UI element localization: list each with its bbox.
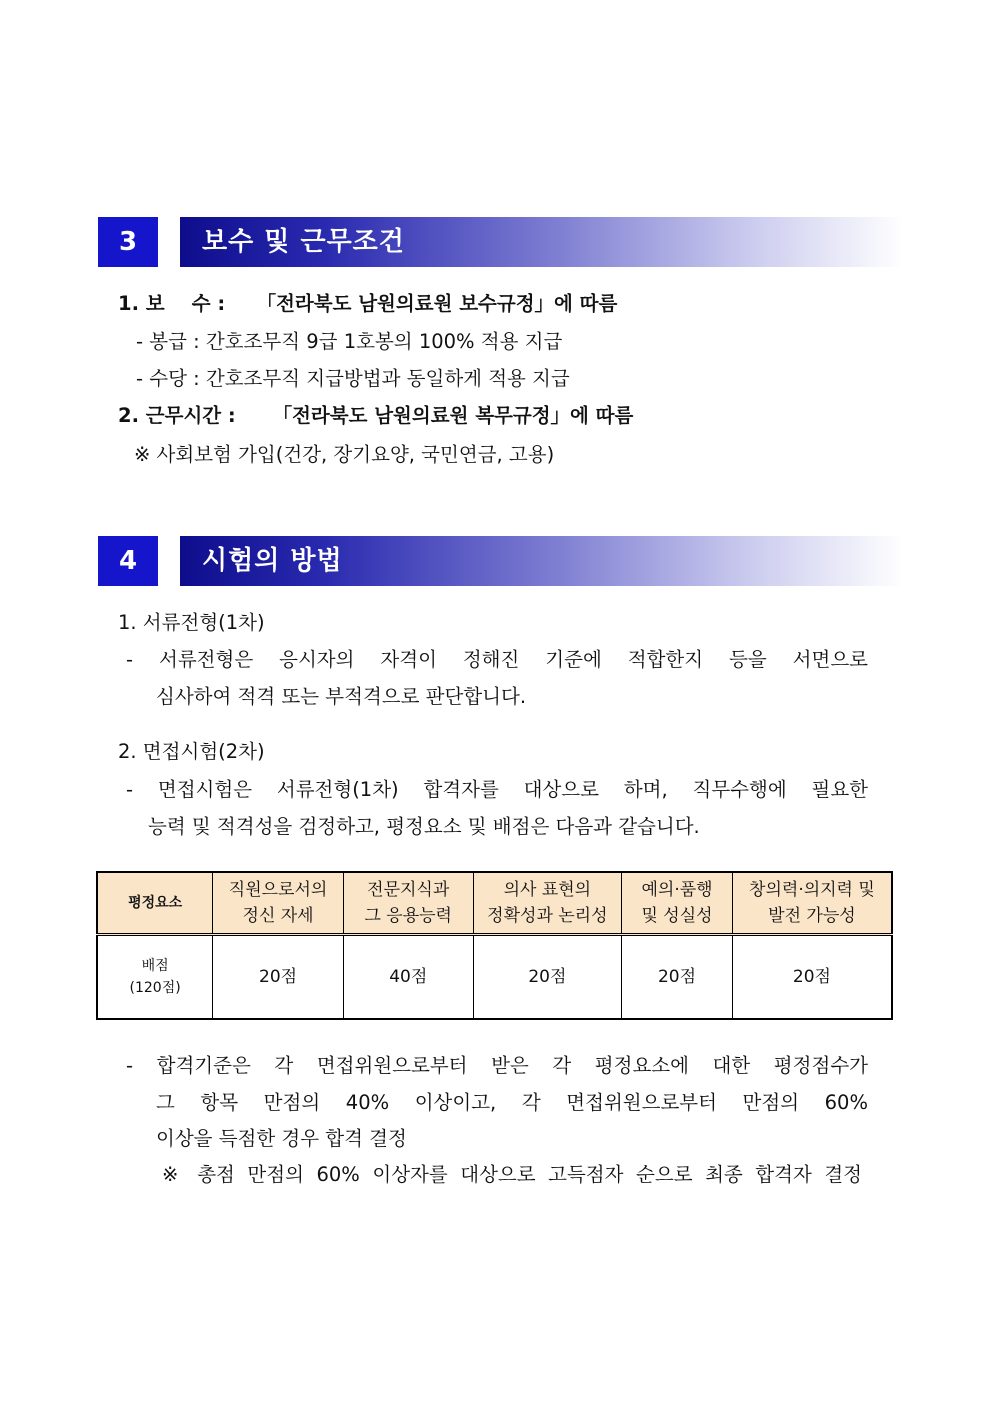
score-cell: 20점 [473, 935, 622, 1020]
section-number: 3 [98, 217, 158, 267]
evaluation-table [96, 871, 893, 1020]
score-cell: 40점 [343, 935, 473, 1020]
header-cell: 평정요소 [97, 872, 213, 935]
item-label: 근무시간 : [145, 404, 236, 427]
row-label: 배점 (120점) [97, 935, 213, 1020]
header-cell: 직원으로서의 정신 자세 [213, 872, 344, 935]
interview-title: 2. 면접시험(2차) [118, 740, 265, 763]
section-4-header [98, 536, 904, 586]
score-cell: 20점 [622, 935, 733, 1020]
salary-line: - 봉급 : 간호조무직 9급 1호봉의 100% 적용 지급 [136, 330, 563, 353]
document-screening-desc-2: 심사하여 적격 또는 부적격으로 판단합니다. [156, 685, 527, 708]
allowance-line: - 수당 : 간호조무직 지급방법과 동일하게 적용 지급 [136, 367, 570, 390]
item-number: 1. [118, 292, 139, 315]
score-cell: 20점 [732, 935, 892, 1020]
section-3-header [98, 217, 904, 267]
header-cell: 창의력·의지력 및 발전 가능성 [732, 872, 892, 935]
interview-desc-2: 능력 및 적격성을 검정하고, 평정요소 및 배점은 다음과 같습니다. [148, 815, 700, 838]
score-cell: 20점 [213, 935, 344, 1020]
header-cell: 전문지식과 그 응용능력 [343, 872, 473, 935]
item-label: 보 수 : [145, 292, 226, 315]
section-title: 보수 및 근무조건 [202, 227, 405, 257]
insurance-note: ※ 사회보험 가입(건강, 장기요양, 국민연금, 고용) [134, 443, 555, 466]
final-selection-note: ※ 총점 만점의 60% 이상자를 대상으로 고득점자 순으로 최종 합격자 결정 [162, 1163, 862, 1186]
document-screening-desc-1: - 서류전형은 응시자의 자격이 정해진 기준에 적합한지 등을 서면으로 [126, 648, 868, 671]
work-hours-line [118, 402, 633, 430]
item-text: 「전라북도 남원의료원 복무규정」에 따름 [272, 404, 634, 427]
pay-line [118, 290, 617, 318]
table-row [97, 935, 892, 1020]
pass-criteria-1: - 합격기준은 각 면접위원으로부터 받은 각 평정요소에 대한 평정점수가 [126, 1054, 868, 1077]
pass-criteria-3: 이상을 득점한 경우 합격 결정 [156, 1127, 407, 1150]
interview-desc-1: - 면접시험은 서류전형(1차) 합격자를 대상으로 하며, 직무수행에 필요한 [126, 778, 868, 801]
header-cell: 의사 표현의 정확성과 논리성 [473, 872, 622, 935]
section-title-bar [180, 536, 904, 586]
section-title: 시험의 방법 [202, 546, 343, 576]
section-title-bar [180, 217, 904, 267]
item-number: 2. [118, 404, 139, 427]
table-header-row [97, 872, 892, 935]
header-cell: 예의·품행 및 성실성 [622, 872, 733, 935]
item-text: 「전라북도 남원의료원 보수규정」에 따름 [256, 292, 618, 315]
pass-criteria-2: 그 항목 만점의 40% 이상이고, 각 면접위원으로부터 만점의 60% [156, 1091, 868, 1114]
document-screening-title: 1. 서류전형(1차) [118, 611, 265, 634]
section-number: 4 [98, 536, 158, 586]
